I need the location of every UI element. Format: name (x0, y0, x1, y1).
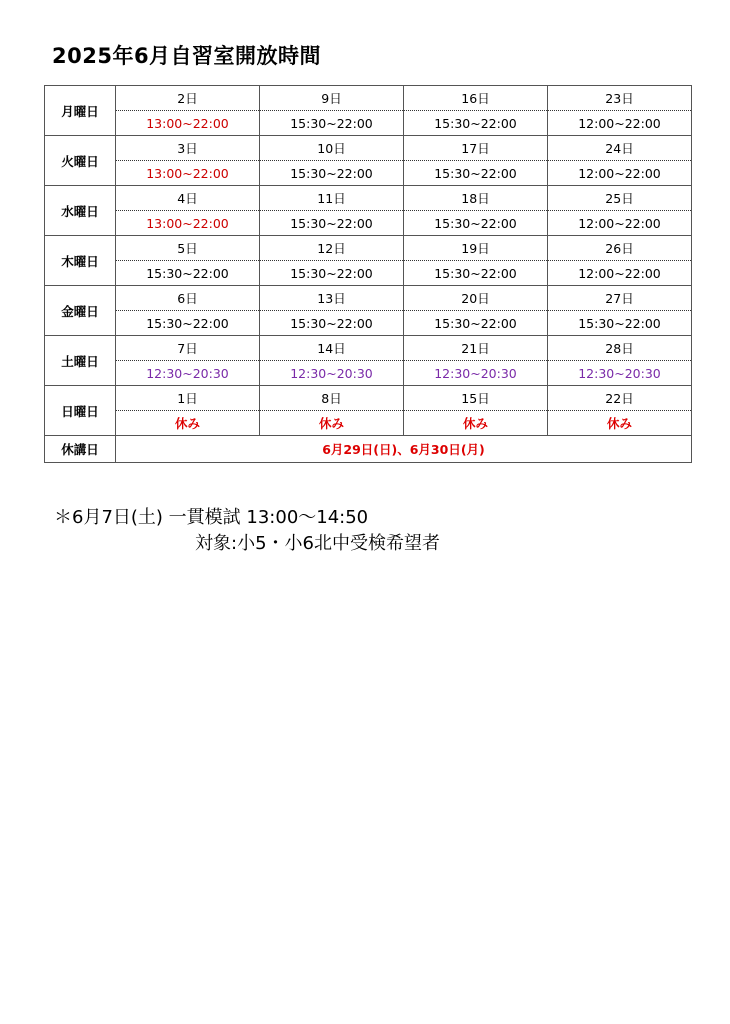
date-cell: 18日 (404, 186, 548, 211)
time-cell: 13:00~22:00 (116, 111, 260, 136)
date-cell: 25日 (548, 186, 692, 211)
time-cell: 休み (116, 411, 260, 436)
schedule-time-row (45, 161, 692, 186)
date-cell: 23日 (548, 86, 692, 111)
closed-days-row (45, 436, 692, 463)
schedule-row (45, 336, 692, 361)
date-cell: 12日 (260, 236, 404, 261)
time-cell: 15:30~22:00 (404, 111, 548, 136)
time-cell: 12:30~20:30 (548, 361, 692, 386)
weekday-label: 日曜日 (45, 386, 116, 436)
date-cell: 2日 (116, 86, 260, 111)
time-cell: 15:30~22:00 (260, 261, 404, 286)
weekday-label: 月曜日 (45, 86, 116, 136)
time-cell: 12:00~22:00 (548, 111, 692, 136)
exam-target-note: 対象:小5・小6北中受検希望者 (195, 533, 440, 554)
time-cell: 15:30~22:00 (116, 261, 260, 286)
time-cell: 12:30~20:30 (404, 361, 548, 386)
date-cell: 20日 (404, 286, 548, 311)
date-cell: 24日 (548, 136, 692, 161)
closed-days-value: 6月29日(日)、6月30日(月) (116, 436, 692, 463)
date-cell: 16日 (404, 86, 548, 111)
date-cell: 5日 (116, 236, 260, 261)
time-cell: 15:30~22:00 (260, 311, 404, 336)
date-cell: 26日 (548, 236, 692, 261)
schedule-time-row (45, 111, 692, 136)
time-cell: 12:00~22:00 (548, 161, 692, 186)
schedule-time-row (45, 211, 692, 236)
date-cell: 28日 (548, 336, 692, 361)
time-cell: 13:00~22:00 (116, 161, 260, 186)
time-cell: 15:30~22:00 (260, 111, 404, 136)
schedule-row (45, 186, 692, 211)
schedule-row (45, 136, 692, 161)
schedule-row (45, 86, 692, 111)
date-cell: 3日 (116, 136, 260, 161)
weekday-label: 火曜日 (45, 136, 116, 186)
time-cell: 12:30~20:30 (260, 361, 404, 386)
date-cell: 11日 (260, 186, 404, 211)
date-cell: 27日 (548, 286, 692, 311)
time-cell: 12:00~22:00 (548, 261, 692, 286)
time-cell: 12:30~20:30 (116, 361, 260, 386)
time-cell: 休み (548, 411, 692, 436)
date-cell: 9日 (260, 86, 404, 111)
schedule-row (45, 286, 692, 311)
exam-note: ＊6月7日(土) 一貫模試 13:00～14:50 (54, 507, 369, 528)
date-cell: 15日 (404, 386, 548, 411)
time-cell: 休み (260, 411, 404, 436)
schedule-body (45, 86, 692, 463)
date-cell: 17日 (404, 136, 548, 161)
schedule-time-row (45, 361, 692, 386)
date-cell: 19日 (404, 236, 548, 261)
time-cell: 15:30~22:00 (404, 211, 548, 236)
schedule-time-row (45, 411, 692, 436)
date-cell: 7日 (116, 336, 260, 361)
time-cell: 15:30~22:00 (404, 311, 548, 336)
time-cell: 15:30~22:00 (260, 161, 404, 186)
time-cell: 15:30~22:00 (260, 211, 404, 236)
date-cell: 13日 (260, 286, 404, 311)
date-cell: 21日 (404, 336, 548, 361)
schedule-row (45, 236, 692, 261)
date-cell: 8日 (260, 386, 404, 411)
time-cell: 15:30~22:00 (548, 311, 692, 336)
date-cell: 4日 (116, 186, 260, 211)
schedule-row (45, 386, 692, 411)
weekday-label: 水曜日 (45, 186, 116, 236)
schedule-table (44, 85, 692, 463)
schedule-time-row (45, 261, 692, 286)
schedule-time-row (45, 311, 692, 336)
weekday-label: 金曜日 (45, 286, 116, 336)
date-cell: 6日 (116, 286, 260, 311)
time-cell: 13:00~22:00 (116, 211, 260, 236)
time-cell: 12:00~22:00 (548, 211, 692, 236)
date-cell: 10日 (260, 136, 404, 161)
date-cell: 14日 (260, 336, 404, 361)
date-cell: 1日 (116, 386, 260, 411)
date-cell: 22日 (548, 386, 692, 411)
weekday-label: 木曜日 (45, 236, 116, 286)
weekday-label: 土曜日 (45, 336, 116, 386)
time-cell: 15:30~22:00 (404, 261, 548, 286)
time-cell: 15:30~22:00 (404, 161, 548, 186)
page-title: 2025年6月自習室開放時間 (52, 44, 322, 68)
time-cell: 15:30~22:00 (116, 311, 260, 336)
closed-days-label: 休講日 (45, 436, 116, 463)
time-cell: 休み (404, 411, 548, 436)
